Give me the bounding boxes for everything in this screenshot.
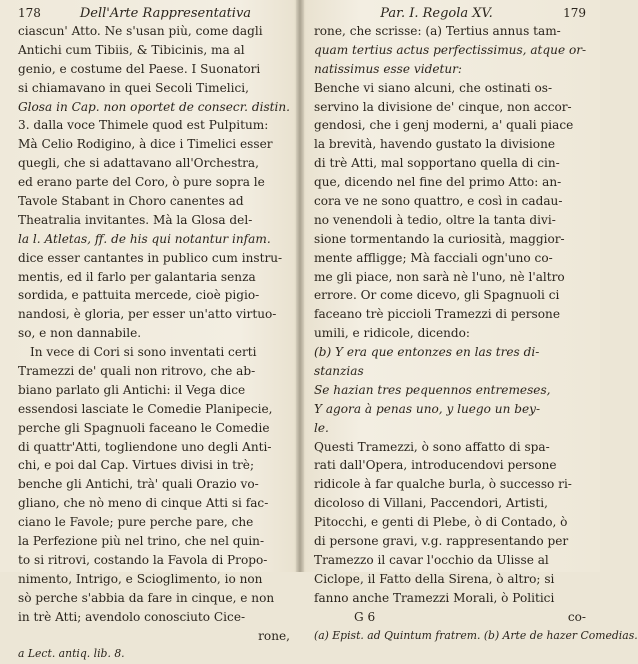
right-line: mente affligge; Mà facciali ogn'uno co-: [314, 250, 553, 265]
left-line: sordida, e pattuita mercede, cioè pigio-: [18, 288, 260, 303]
right-line: Se hazian tres pequennos entremeses,: [314, 382, 551, 397]
right-page-number: 179: [563, 6, 586, 20]
right-line: cora ve ne sono quattro, e così in cadau-: [314, 194, 563, 209]
left-page: [18, 4, 291, 661]
left-line: so, e non dannabile.: [18, 326, 142, 341]
left-line: In vece di Cori si sono inventati certi: [30, 345, 257, 360]
left-line: ed erano parte del Coro, ò pure sopra le: [18, 175, 265, 190]
right-line: Ciclope, il Fatto della Sirena, ò altro; si: [314, 571, 555, 586]
right-line: la brevità, havendo gustato la divisione: [314, 137, 556, 152]
right-line: le.: [314, 420, 329, 435]
right-catchword: co-: [567, 609, 586, 624]
right-page: [310, 4, 638, 642]
left-line: di quattr'Atti, togliendone uno degli Anti-: [18, 439, 272, 454]
right-line: natissimus esse videtur:: [314, 61, 462, 76]
left-line: ciano le Favole; pure perche pare, che: [18, 515, 254, 530]
right-line: faceano trè piccioli Tramezzi di persone: [314, 307, 560, 322]
left-line: nandosi, è gloria, per esser un'atto virtuo-: [18, 307, 277, 322]
book-gutter: [296, 0, 304, 572]
right-line: gendosi, che i genj moderni, a' quali piace: [314, 118, 574, 133]
left-line: nimento, Intrigo, e Scioglimento, io non: [18, 571, 263, 586]
right-line: que, dicendo nel fine del primo Atto: an-: [314, 175, 562, 190]
left-line: biano parlato gli Antichi: il Vega dice: [18, 382, 246, 397]
left-line: perche gli Spagnuoli faceano le Comedie: [18, 420, 270, 435]
left-line: mentis, ed il farlo per galantaria senza: [18, 269, 256, 284]
left-line: to si ritrovi, costando la Favola di Propo-: [18, 552, 268, 567]
left-line: essendosi lasciate le Comedie Planipecie,: [18, 401, 273, 416]
right-footnote: (a) Epist. ad Quintum fratrem. (b) Arte de hazer Comedias.: [314, 628, 638, 642]
left-line: gliano, che nò meno di cinque Atti si fac-: [18, 496, 269, 511]
right-line: rone, che scrisse: (a) Tertius annus tam-: [314, 24, 561, 38]
right-line: quam tertius actus perfectissimus, atque or-: [314, 42, 587, 57]
left-line: 3. dalla voce Thimele quod est Pulpitum:: [18, 118, 269, 133]
left-line: sò perche s'abbia da fare in cinque, e non: [18, 590, 275, 605]
left-line: Tavole Stabant in Choro canentes ad: [18, 194, 244, 209]
right-line: ridicole à far qualche burla, ò successo ri-: [314, 477, 572, 492]
left-line: in trè Atti; avendolo conosciuto Cice-: [18, 609, 246, 624]
right-line: rati dall'Opera, introducendovi persone: [314, 458, 557, 473]
left-line: Glosa in Cap. non oportet de consecr. distin.: [18, 99, 291, 114]
left-page-header: [18, 4, 290, 22]
left-line: la Perfezione più nel trino, che nel quin-: [18, 534, 265, 549]
right-line: Y agora à penas uno, y luego un bey-: [314, 401, 541, 416]
left-line: Mà Celio Rodigino, à dice i Timelici esser: [18, 137, 273, 152]
right-line: Questi Tramezzi, ò sono affatto di spa-: [314, 439, 550, 454]
left-line: dice esser cantantes in publico cum instru-: [18, 250, 283, 265]
left-line: si chiamavano in quei Secoli Timelici,: [18, 80, 249, 95]
right-line: me gli piace, non sarà nè l'uno, nè l'altro: [314, 269, 565, 284]
right-line: no venendoli à tedio, oltre la tanta divi-: [314, 212, 556, 227]
right-line: di trè Atti, mal sopportano quella di cin-: [314, 156, 560, 171]
left-line: genio, e costume del Paese. I Suonatori: [18, 61, 261, 76]
right-line: servino la divisione de' cinque, non accor-: [314, 99, 572, 114]
right-line: Pitocchi, e genti di Plebe, ò di Contado, ò: [314, 515, 568, 530]
right-line: Benche vi siano alcuni, che ostinati os-: [314, 80, 553, 95]
right-line: umili, e ridicole, dicendo:: [314, 326, 471, 341]
left-line: ciascun' Atto. Ne s'usan più, come dagli: [18, 24, 263, 38]
right-line: sione tormentando la curiosità, maggior-: [314, 231, 565, 246]
right-page-header: [310, 4, 586, 22]
right-line: dicoloso di Villani, Paccendori, Artisti,: [314, 496, 548, 511]
left-line: quegli, che si adattavano all'Orchestra,: [18, 156, 259, 171]
right-signature-row: [310, 608, 586, 627]
left-line: benche gli Antichi, trà' quali Orazio vo-: [18, 477, 259, 492]
left-line: chi, e poi dal Cap. Virtues divisi in trè;: [18, 458, 255, 473]
right-line: fanno anche Tramezzi Morali, ò Politici: [314, 590, 555, 605]
right-line: Tramezzo il cavar l'occhio da Ulisse al: [314, 552, 549, 567]
right-line: di persone gravi, v.g. rappresentando per: [314, 534, 569, 549]
right-running-head: Par. I. Regola XV.: [380, 6, 493, 21]
right-line: (b) Y era que entonzes en las tres di-: [314, 345, 540, 360]
left-line: Antichi cum Tibiis, & Tibicinis, ma al: [18, 42, 245, 57]
left-page-number: 178: [18, 6, 41, 20]
left-line: Tramezzi de' quali non ritrovo, che ab-: [18, 364, 256, 379]
right-line: errore. Or come dicevo, gli Spagnuoli ci: [314, 288, 560, 303]
left-footnote: a Lect. antiq. lib. 8.: [18, 647, 125, 661]
left-running-head: Dell'Arte Rappresentativa: [79, 6, 252, 21]
left-line: la l. Atletas, ff. de his qui notantur infam.: [18, 231, 271, 246]
right-line: stanzias: [314, 364, 364, 379]
left-catchword: rone,: [258, 628, 290, 643]
signature-mark: G 6: [354, 609, 376, 624]
left-line: Theatralia invitantes. Mà la Glosa del-: [18, 212, 253, 227]
